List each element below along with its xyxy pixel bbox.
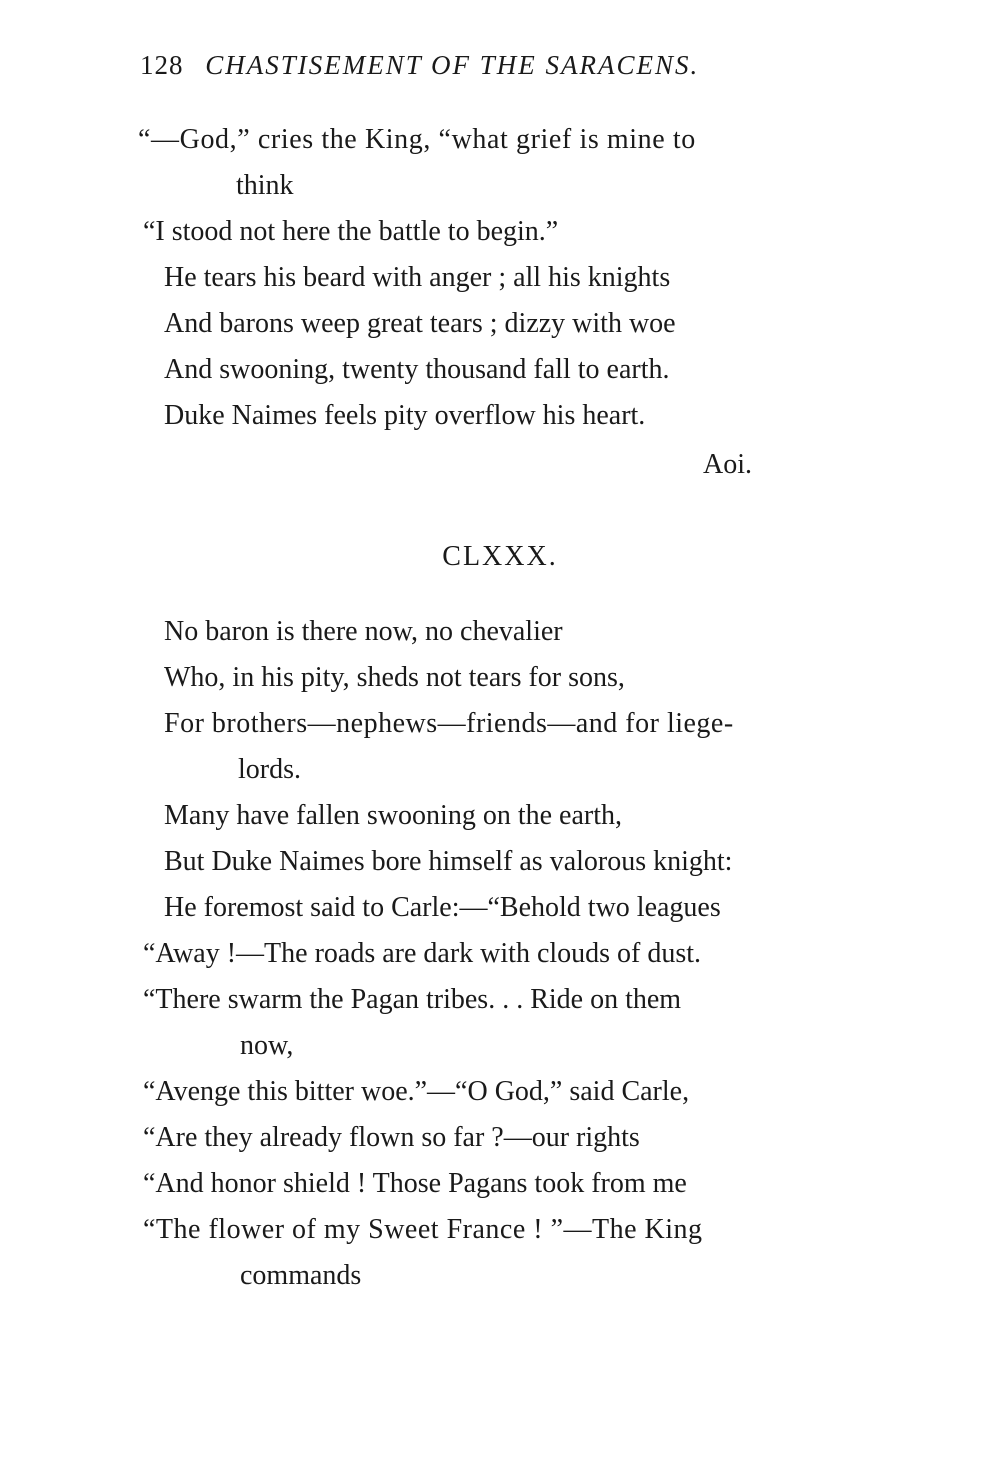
verse-line: Duke Naimes feels pity overflow his heart. <box>164 400 646 431</box>
verse-line: “Are they already flown so far ?—our rights <box>143 1122 640 1153</box>
verse-line-continuation: lords. <box>238 754 301 785</box>
verse-line: He foremost said to Carle:—“Behold two leagues <box>164 892 721 923</box>
verse-line: But Duke Naimes bore himself as valorous knight: <box>164 846 733 877</box>
verse-line: And swooning, twenty thousand fall to earth. <box>164 354 670 385</box>
verse-line: Who, in his pity, sheds not tears for sons, <box>164 662 625 693</box>
verse-line: He tears his beard with anger ; all his knights <box>164 262 671 293</box>
running-title: CHASTISEMENT OF THE SARACENS. <box>205 50 700 80</box>
verse-line: “The flower of my Sweet France ! ”—The King <box>143 1214 703 1245</box>
verse-line: For brothers—nephews—friends—and for liege- <box>164 708 734 739</box>
verse-line-continuation: think <box>236 170 294 201</box>
verse-line: No baron is there now, no chevalier <box>164 616 563 647</box>
verse-line: “I stood not here the battle to begin.” <box>143 216 559 247</box>
verse-line: “—God,” cries the King, “what grief is mine to <box>138 124 696 155</box>
verse-line: “And honor shield ! Those Pagans took from me <box>143 1168 687 1199</box>
verse-line-continuation: commands <box>240 1260 362 1291</box>
page-number: 128 <box>140 50 184 80</box>
verse-line: Many have fallen swooning on the earth, <box>164 800 622 831</box>
verse-line: “There swarm the Pagan tribes. . . Ride on them <box>143 984 682 1015</box>
running-header <box>140 50 699 81</box>
verse-line: “Away !—The roads are dark with clouds of dust. <box>143 938 702 969</box>
section-heading: CLXXX. <box>442 541 558 572</box>
verse-line: “Avenge this bitter woe.”—“O God,” said Carle, <box>143 1076 690 1107</box>
verse-line-continuation: now, <box>240 1030 294 1061</box>
verse-line: And barons weep great tears ; dizzy with woe <box>164 308 676 339</box>
refrain-aoi: Aoi. <box>703 449 752 480</box>
